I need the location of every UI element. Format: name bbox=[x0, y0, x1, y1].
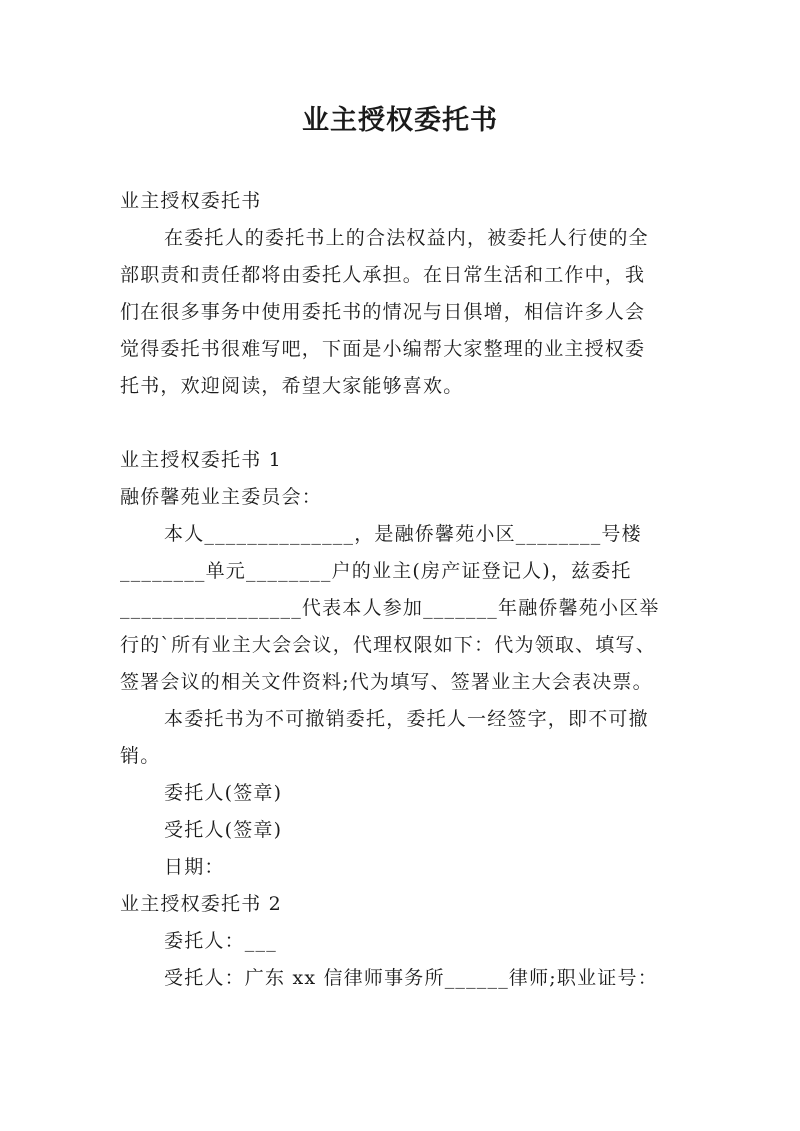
section2-heading: 业主授权委托书 2 bbox=[120, 893, 282, 915]
section2-principal: 委托人：___ bbox=[164, 930, 277, 952]
intro-line-1: 在委托人的委托书上的合法权益内，被委托人行使的全 bbox=[164, 227, 649, 249]
section1-line-5: 签署会议的相关文件资料;代为填写、签署业主大会表决票。 bbox=[120, 671, 653, 693]
agent-signature-label: 受托人(签章) bbox=[164, 819, 283, 841]
principal-signature-label: 委托人(签章) bbox=[164, 782, 283, 804]
section1-line-1: 本人______________，是融侨馨苑小区________号楼 bbox=[164, 523, 642, 545]
section1-addressee: 融侨馨苑业主委员会： bbox=[120, 486, 323, 508]
intro-heading: 业主授权委托书 bbox=[120, 190, 262, 212]
section1-line-2: ________单元________户的业主(房产证登记人)，兹委托 bbox=[120, 560, 632, 582]
intro-line-3: 们在很多事务中使用委托书的情况与日俱增，相信许多人会 bbox=[120, 301, 646, 323]
section1-heading: 业主授权委托书 1 bbox=[120, 449, 282, 471]
section1-irrevocable-line-1: 本委托书为不可撤销委托，委托人一经签字，即不可撤 bbox=[164, 708, 649, 730]
document-body bbox=[120, 183, 692, 997]
intro-line-4: 觉得委托书很难写吧，下面是小编帮大家整理的业主授权委 bbox=[120, 338, 646, 360]
section1-line-4: 行的`所有业主大会会议，代理权限如下：代为领取、填写、 bbox=[120, 634, 656, 656]
section1-irrevocable-line-2: 销。 bbox=[120, 745, 161, 767]
date-label: 日期： bbox=[164, 856, 225, 878]
intro-line-2: 部职责和责任都将由委托人承担。在日常生活和工作中，我 bbox=[120, 264, 646, 286]
section2-agent: 受托人：广东 xx 信律师事务所______律师;职业证号： bbox=[164, 967, 658, 989]
section1-line-3: _________________代表本人参加_______年融侨馨苑小区举 bbox=[120, 597, 660, 619]
paragraph-gap bbox=[120, 405, 692, 442]
document-title: 业主授权委托书 bbox=[302, 105, 498, 136]
intro-line-5: 托书，欢迎阅读，希望大家能够喜欢。 bbox=[120, 375, 464, 397]
